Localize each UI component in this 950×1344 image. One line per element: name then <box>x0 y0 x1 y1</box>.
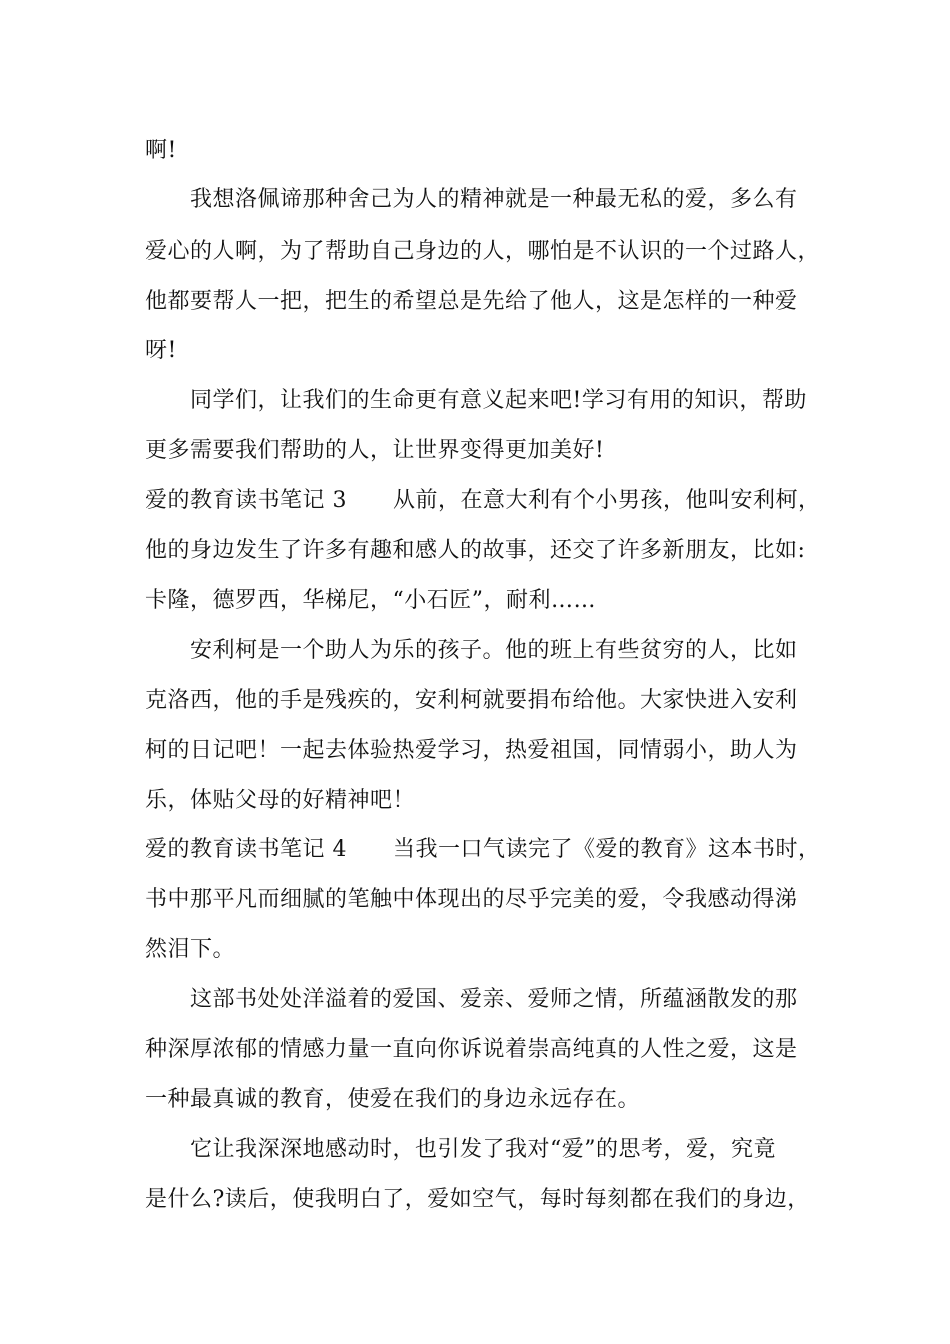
text-line: 一种最真诚的教育，使爱在我们的身边永远存在。 <box>145 1087 641 1112</box>
text-line: 乐，体贴父母的好精神吧！ <box>145 788 416 813</box>
paragraph-start: 当我一口气读完了《爱的教育》这本书时， <box>393 837 821 862</box>
text-line: 他都要帮人一把，把生的希望总是先给了他人，这是怎样的一种爱 <box>145 289 798 314</box>
text-line: 种深厚浓郁的情感力量一直向你诉说着崇高纯真的人性之爱，这是 <box>145 1037 798 1062</box>
paragraph-start: 同学们，让我们的生命更有意义起来吧!学习有用的知识，帮助 <box>190 388 807 413</box>
text-line: 然泪下。 <box>145 937 236 962</box>
paragraph-start: 它让我深深地感动时，也引发了我对“爱”的思考，爱，究竟 <box>190 1137 776 1162</box>
text-line: 柯的日记吧！一起去体验热爱学习，热爱祖国，同情弱小，助人为 <box>145 738 798 763</box>
text-line: 卡隆，德罗西，华梯尼，“小石匠”，耐利…… <box>145 588 596 613</box>
section-heading-line <box>145 486 821 516</box>
section-heading: 爱的教育读书笔记 3 <box>145 488 347 513</box>
text-line: 呀! <box>145 338 177 363</box>
text-line: 啊! <box>145 138 177 163</box>
text-line: 他的身边发生了许多有趣和感人的故事，还交了许多新朋友，比如: <box>145 538 806 563</box>
section-heading: 爱的教育读书笔记 4 <box>145 837 347 862</box>
text-line: 书中那平凡而细腻的笔触中体现出的尽乎完美的爱，令我感动得涕 <box>145 887 798 912</box>
section-heading-line <box>145 835 821 865</box>
paragraph-start: 我想洛佩谛那种舍己为人的精神就是一种最无私的爱，多么有 <box>190 187 798 212</box>
text-line: 更多需要我们帮助的人，让世界变得更加美好! <box>145 438 605 463</box>
text-line: 克洛西，他的手是残疾的，安利柯就要捐布给他。大家快进入安利 <box>145 688 798 713</box>
text-line: 是什么?读后，使我明白了，爱如空气，每时每刻都在我们的身边， <box>145 1187 810 1212</box>
paragraph-start: 从前，在意大利有个小男孩，他叫安利柯， <box>393 488 821 513</box>
paragraph-start: 安利柯是一个助人为乐的孩子。他的班上有些贫穷的人，比如 <box>190 638 798 663</box>
text-line: 爱心的人啊，为了帮助自己身边的人，哪怕是不认识的一个过路人， <box>145 239 821 264</box>
paragraph-start: 这部书处处洋溢着的爱国、爱亲、爱师之情，所蕴涵散发的那 <box>190 987 798 1012</box>
